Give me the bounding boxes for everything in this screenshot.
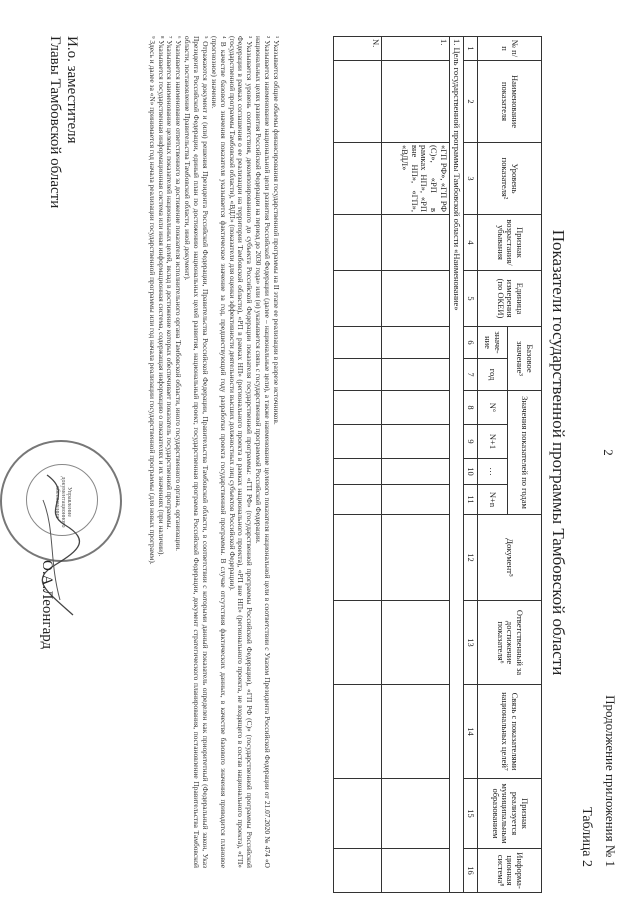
- footnote: ⁴ В качестве базового значения показателя указывается фактическое значение за год, предшествующий году разработки проекта государственной программы. В случае отсутствия фактических данных, в качестве базового значения приводится плановое (прогнозное) значение.: [209, 36, 228, 868]
- header-document: Документ⁵: [478, 515, 542, 601]
- footnote: ⁵ Отражаются документ и (или) решения Президента Российской Федерации, Правительства Российской Федерации, Правительства Тамбовской области, в соответствии с которыми данный показатель определен как приоритетный (Федеральный закон, Указ Президента Российской Федерации, единый план по достижению национальных целей развития, национальный проект, государственная программа Российской Федерации, документ стратегического планирования, постановление Правительства Тамбовской области, постановление Правительства Тамбовской области, иной документ).: [183, 36, 210, 868]
- footnote: ³ Указывается уровень соответствия, декомпозированного до субъекта Российской Федерации показателя государственной программы: «ГП РФ» (государственной программы Российской Федерации), «ГП РФ (С)» (государственной программы Российской Федерации в рамках соглашения о ее реализации на территории Тамбовской области), «РП в рамках НП» (регионального проекта в рамках национального проекта), «РП вне НП» (регионального проекта, не входящего в состав национального проекта), «ГП» (государственной программы Тамбовской области), «ВДЛ» (показатели для оценки эффективности деятельности высших должностных лиц субъектов Российской Федерации).: [227, 36, 255, 868]
- cell: [334, 425, 382, 459]
- cell: [382, 779, 450, 849]
- column-number: 12: [464, 515, 478, 601]
- cell: [334, 459, 382, 485]
- column-number: 8: [464, 391, 478, 425]
- footnote: ⁹ Здесь и далее за «N» принимается год начала реализации государственной программы или год начала реализации государственной программы (для новых программ).: [147, 36, 157, 565]
- column-number: 2: [464, 61, 478, 143]
- cell: [382, 685, 450, 779]
- footnote: ⁸ Указывается государственная информационная система или иная информационная система, содержащая информацию о показателях и их значениях (при наличии).: [156, 36, 166, 557]
- signatory-name: О.А.Леонгард: [39, 560, 55, 650]
- cell: [334, 359, 382, 391]
- cell: [334, 601, 382, 685]
- cell: [334, 271, 382, 327]
- column-number: 6: [464, 327, 478, 359]
- column-number: 14: [464, 685, 478, 779]
- row-number: N.: [334, 37, 382, 61]
- cell: [382, 327, 450, 359]
- page-title: Показатели государственной программы Тамбовской области: [549, 229, 568, 676]
- column-number: 3: [464, 143, 478, 215]
- cell: [382, 61, 450, 143]
- cell: [334, 327, 382, 359]
- cell: [334, 515, 382, 601]
- cell: [382, 425, 450, 459]
- cell: [382, 391, 450, 425]
- signatory-position-line2: Главы Тамбовской области: [46, 36, 63, 209]
- cell: [382, 849, 450, 893]
- appendix-continuation: Продолжение приложения № 1: [603, 695, 618, 867]
- table-number: Таблица 2: [579, 807, 594, 867]
- header-year-nn: N+n: [478, 485, 508, 515]
- header-national-goals-link: Связь с показателями национальных целей⁷: [478, 685, 542, 779]
- column-number: 16: [464, 849, 478, 893]
- cell: [382, 271, 450, 327]
- column-numbers-row: [464, 37, 478, 893]
- footnote: ² Указывается наименование национальной цели развития Российской Федерации (далее – национальные цели), а также наименование целевого показателя национальной цели в соответствии с Указом Президента Российской Федерации от 21.07.2020 № 474 «О национальных целях развития Российской Федерации на период до 2030 года» или (и) указывается связь с государственной программой Российской Федерации.: [254, 36, 273, 868]
- column-number: 15: [464, 779, 478, 849]
- footnote: ⁶ Указывается наименование ответственного за достижение показателя исполнительного органа Тамбовской области, иного государственного органа, организации.: [174, 36, 184, 552]
- header-info-system: Информа-ционная система⁸: [478, 849, 542, 893]
- column-number: 4: [464, 215, 478, 271]
- cell: [382, 359, 450, 391]
- indicators-table: [333, 36, 542, 893]
- header-level: Уровень показателя²: [478, 143, 542, 215]
- cell: [334, 849, 382, 893]
- column-number: 13: [464, 601, 478, 685]
- column-number: 7: [464, 359, 478, 391]
- cell: [382, 601, 450, 685]
- row-number: 1.: [382, 37, 450, 61]
- header-indicator-name: Наименование показателя: [478, 61, 542, 143]
- table-row: [334, 37, 382, 893]
- cell: [334, 685, 382, 779]
- header-values-by-year: Значения показателей по годам: [508, 391, 542, 515]
- header-unit: Единица измерения (по ОКЕИ): [478, 271, 542, 327]
- row-level: «ГП РФ», «ГП РФ (С)», «РП в рамках НП», «РП вне НП», «ГП», «ВДЛ»: [382, 143, 450, 215]
- column-number: 10: [464, 459, 478, 485]
- signatory-position-line1: И.о. заместителя: [64, 36, 80, 144]
- page-number: 2: [601, 449, 616, 456]
- cell: [334, 61, 382, 143]
- column-number: 11: [464, 485, 478, 515]
- goal-row: 1. Цель государственной программы Тамбовской области «Наименование»: [450, 37, 464, 893]
- cell: [334, 391, 382, 425]
- header-trend: Признак возрастания/ убывания: [478, 215, 542, 271]
- header-base-value: Базовое значение³: [508, 327, 542, 391]
- header-year-n: N°: [478, 391, 508, 425]
- cell: [334, 143, 382, 215]
- header-base-value-value: значе-ние: [478, 327, 508, 359]
- footnotes: [147, 36, 280, 868]
- cell: [382, 515, 450, 601]
- header-responsible: Ответственный за достижение показателя⁶: [478, 601, 542, 685]
- table-row: [382, 37, 450, 893]
- header-year-ellipsis: …: [478, 459, 508, 485]
- cell: [382, 459, 450, 485]
- cell: [382, 215, 450, 271]
- cell: [334, 485, 382, 515]
- column-number: 1: [464, 37, 478, 61]
- header-base-value-year: год: [478, 359, 508, 391]
- cell: [382, 485, 450, 515]
- column-number: 5: [464, 271, 478, 327]
- column-number: 9: [464, 425, 478, 459]
- cell: [334, 215, 382, 271]
- header-num: № п/п: [478, 37, 542, 61]
- header-year-n1: N+1: [478, 425, 508, 459]
- header-municipal: Признак реализуется муниципальным образованием: [478, 779, 542, 849]
- cell: [334, 779, 382, 849]
- footnote: ⁷ Указывается наименование целевых показателей национальных целей, вклад в достижение которых обеспечивает показатель государственной программы.: [165, 36, 175, 530]
- footnote: ¹ Указывается общие объемы финансирования государственной программы на II этапе ее реализации в разрезе источников.: [272, 36, 281, 425]
- seal-text: Управление документационного обеспечения: [54, 476, 72, 528]
- signatory-position: [46, 36, 81, 208]
